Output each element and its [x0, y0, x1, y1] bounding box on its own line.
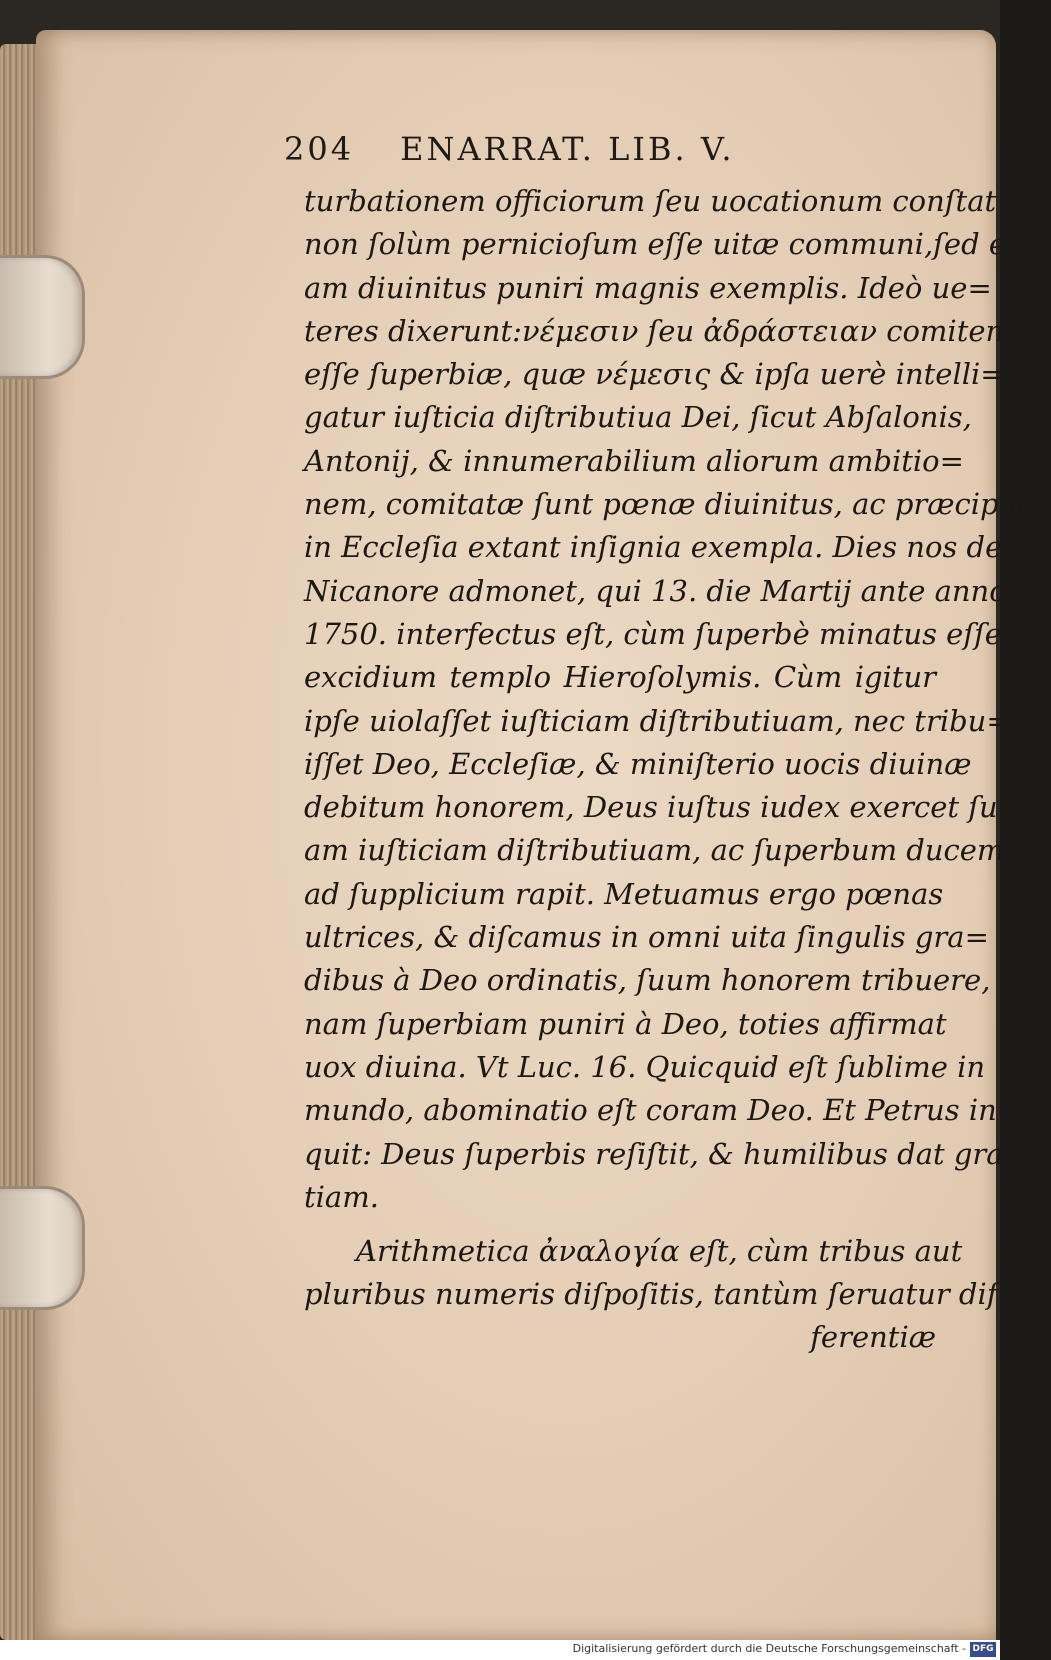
dfg-logo: DFG: [970, 1642, 996, 1657]
text-line: gatur iuſticia diſtributiua Dei, ſicut Abſalonis,: [304, 400, 972, 435]
text-line: debitum honorem, Deus iuſtus iudex exercet ſu=: [304, 790, 1022, 825]
catchword: ferentiæ: [810, 1320, 936, 1354]
text-line: ad ſupplicium rapit. Metuamus ergo pœnas: [304, 876, 944, 911]
text-line: ipſe uiolaſſet iuſticiam diſtributiuam, nec tribu=: [304, 703, 1011, 738]
page-number: 204: [284, 130, 355, 168]
text-line: non ſolùm pernicioſum eſſe uitæ communi,ſed eti=: [304, 227, 1051, 262]
text-line: tiam.: [304, 1179, 379, 1214]
text-line: turbationem officiorum ſeu uocationum conſtat: [304, 184, 997, 218]
running-title: ENARRAT. LIB. V.: [400, 130, 735, 168]
text-line: nam ſuperbiam puniri à Deo, toties affirmat: [304, 1006, 947, 1041]
text-line: am diuinitus puniri magnis exemplis. Ideò ue=: [304, 270, 992, 305]
text-line: excidium templo Hieroſolymis. Cùm igitur: [304, 660, 936, 695]
text-line: teres dixerunt:νέμεσιν ſeu ἀδράστειαν comitem: [304, 313, 1014, 348]
text-line: ultrices, & diſcamus in omni uita ſingulis gra=: [304, 920, 989, 955]
text-line: pluribus numeris diſpoſitis, tantùm ſeruatur dif=: [304, 1277, 1022, 1312]
text-line: Nicanore admonet, qui 13. die Martij ante annos: [304, 573, 1022, 608]
text-line: quit: Deus ſuperbis reſiſtit, & humilibus dat gra=: [304, 1136, 1028, 1171]
text-line: eſſe ſuperbiæ, quæ νέμεσις & ipſa uerè intelli=: [304, 357, 1005, 392]
text-line: Arithmetica ἀναλογία eſt, cùm tribus aut: [356, 1234, 963, 1268]
text-line: mundo, abominatio eſt coram Deo. Et Petrus in=: [304, 1093, 1022, 1128]
funding-credit: Digitalisierung gefördert durch die Deutsche Forschungsgemeinschaft -: [572, 1642, 966, 1655]
text-line: dibus à Deo ordinatis, ſuum honorem tribuere,: [304, 963, 991, 998]
text-line: in Eccleſia extant inſignia exempla. Dies nos de: [304, 530, 1003, 565]
text-line: uox diuina. Vt Luc. 16. Quicquid eſt ſublime in: [304, 1049, 986, 1084]
text-line: 1750. interfectus eſt, cùm ſuperbè minatus eſſet: [304, 616, 1014, 651]
text-line: iſſet Deo, Eccleſiæ, & miniſterio uocis diuinæ: [304, 746, 972, 781]
second-paragraph: [304, 1230, 1022, 1317]
text-line: Antonij, & innumerabilium aliorum ambitio=: [304, 443, 964, 478]
book-clasp-bottom: [0, 1186, 85, 1310]
book-clasp-top: [0, 255, 85, 379]
page-header: [284, 130, 735, 168]
main-paragraph: [304, 180, 1051, 1219]
text-line: nem, comitatæ ſunt pœnæ diuinitus, ac præcipuè: [304, 487, 1035, 522]
text-line: am iuſticiam diſtributiuam, ac ſuperbum ducem: [304, 833, 1005, 868]
